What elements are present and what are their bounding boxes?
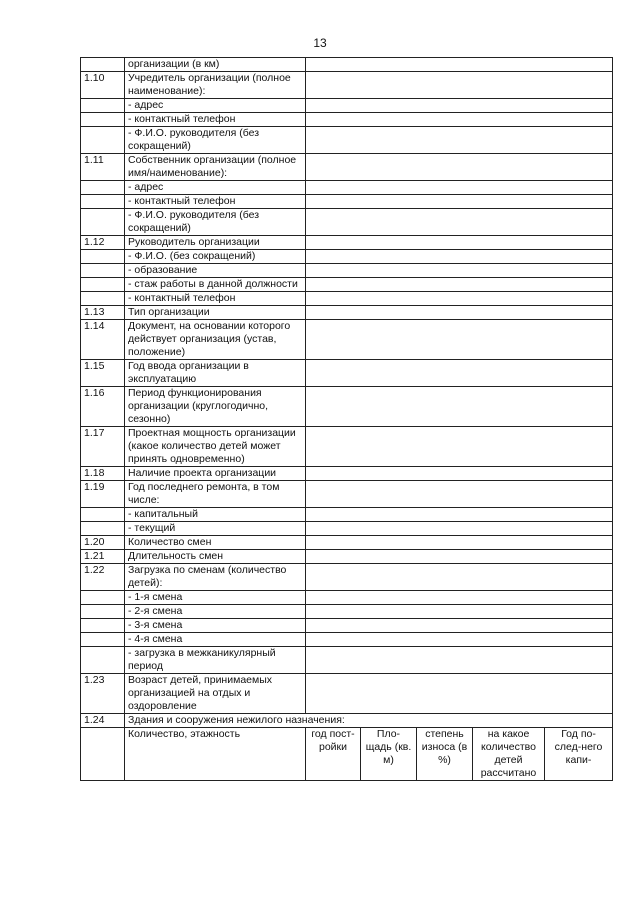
col-area: Пло-щадь (кв. м) [361, 728, 417, 781]
table-row [81, 195, 613, 209]
table-row [81, 467, 613, 481]
item-label: Год ввода организации в эксплуатацию [125, 360, 306, 387]
table-row [81, 278, 613, 292]
table-row [81, 99, 613, 113]
item-label: Тип организации [125, 306, 306, 320]
item-value-field[interactable] [306, 481, 613, 508]
page-number: 13 [313, 36, 327, 50]
item-label: Проектная мощность организации (какое количество детей может принять одновременно) [125, 427, 306, 467]
item-number [81, 99, 125, 113]
item-number [81, 728, 125, 781]
item-number: 1.23 [81, 674, 125, 714]
table-row [81, 633, 613, 647]
col-capacity: на какое количество детей рассчитано [473, 728, 545, 781]
item-label: - образование [125, 264, 306, 278]
item-value-field[interactable] [306, 550, 613, 564]
item-number [81, 591, 125, 605]
item-label: - контактный телефон [125, 195, 306, 209]
item-number [81, 619, 125, 633]
table-row [81, 564, 613, 591]
item-label: - стаж работы в данной должности [125, 278, 306, 292]
item-value-field[interactable] [306, 58, 613, 72]
questionnaire-table [80, 57, 613, 781]
table-row [81, 481, 613, 508]
item-label: Возраст детей, принимаемых организацией на отдых и оздоровление [125, 674, 306, 714]
col-year-built: год пост-ройки [306, 728, 361, 781]
table-row [81, 647, 613, 674]
item-value-field[interactable] [306, 278, 613, 292]
item-value-field[interactable] [306, 591, 613, 605]
item-value-field[interactable] [306, 154, 613, 181]
item-number: 1.10 [81, 72, 125, 99]
item-label: Наличие проекта организации [125, 467, 306, 481]
item-value-field[interactable] [306, 250, 613, 264]
item-number [81, 508, 125, 522]
item-label: - адрес [125, 99, 306, 113]
table-row [81, 58, 613, 72]
item-value-field[interactable] [306, 360, 613, 387]
item-label: - контактный телефон [125, 113, 306, 127]
item-value-field[interactable] [306, 195, 613, 209]
item-label: - Ф.И.О. руководителя (без сокращений) [125, 209, 306, 236]
item-number: 1.21 [81, 550, 125, 564]
table-row [81, 236, 613, 250]
item-number [81, 605, 125, 619]
item-number: 1.22 [81, 564, 125, 591]
item-value-field[interactable] [306, 127, 613, 154]
table-row [81, 522, 613, 536]
item-number: 1.20 [81, 536, 125, 550]
item-value-field[interactable] [306, 113, 613, 127]
item-number [81, 647, 125, 674]
item-label: - 4-я смена [125, 633, 306, 647]
item-value-field[interactable] [306, 522, 613, 536]
item-value-field[interactable] [306, 633, 613, 647]
item-number: 1.12 [81, 236, 125, 250]
table-row [81, 360, 613, 387]
item-number: 1.15 [81, 360, 125, 387]
table-row [81, 250, 613, 264]
item-number [81, 209, 125, 236]
buildings-header-row [81, 728, 613, 781]
item-value-field[interactable] [306, 320, 613, 360]
item-label: Документ, на основании которого действует организация (устав, положение) [125, 320, 306, 360]
item-number: 1.18 [81, 467, 125, 481]
item-value-field[interactable] [306, 72, 613, 99]
item-label: - адрес [125, 181, 306, 195]
table-row [81, 508, 613, 522]
item-number [81, 181, 125, 195]
table-row [81, 591, 613, 605]
item-number [81, 278, 125, 292]
item-value-field[interactable] [306, 209, 613, 236]
item-label: Количество смен [125, 536, 306, 550]
item-value-field[interactable] [306, 292, 613, 306]
item-number [81, 195, 125, 209]
table-row [81, 292, 613, 306]
item-label: Год последнего ремонта, в том числе: [125, 481, 306, 508]
item-label: Руководитель организации [125, 236, 306, 250]
item-number: 1.13 [81, 306, 125, 320]
table-row [81, 306, 613, 320]
item-value-field[interactable] [306, 181, 613, 195]
item-value-field[interactable] [306, 467, 613, 481]
item-label: Собственник организации (полное имя/наименование): [125, 154, 306, 181]
table-row [81, 674, 613, 714]
item-label: - 2-я смена [125, 605, 306, 619]
item-value-field[interactable] [306, 306, 613, 320]
item-label: Загрузка по сменам (количество детей): [125, 564, 306, 591]
item-label: - загрузка в межканикулярный период [125, 647, 306, 674]
item-value-field[interactable] [306, 619, 613, 633]
item-number: 1.19 [81, 481, 125, 508]
table-row [81, 264, 613, 278]
item-number: 1.24 [81, 714, 125, 728]
item-number: 1.16 [81, 387, 125, 427]
item-value-field[interactable] [306, 236, 613, 250]
item-value-field[interactable] [306, 427, 613, 467]
item-number [81, 264, 125, 278]
item-number [81, 522, 125, 536]
table-row [81, 550, 613, 564]
item-value-field[interactable] [306, 605, 613, 619]
item-value-field[interactable] [306, 674, 613, 714]
table-row [81, 320, 613, 360]
item-value-field[interactable] [306, 536, 613, 550]
buildings-first-col: Количество, этажность [125, 728, 306, 781]
item-label: - капитальный [125, 508, 306, 522]
item-label: - Ф.И.О. (без сокращений) [125, 250, 306, 264]
item-label: организации (в км) [125, 58, 306, 72]
item-label: Период функционирования организации (круглогодично, сезонно) [125, 387, 306, 427]
item-number [81, 127, 125, 154]
item-number: 1.14 [81, 320, 125, 360]
item-number [81, 113, 125, 127]
col-last-repair: Год по-след-него капи- [545, 728, 613, 781]
table-row [81, 113, 613, 127]
table-row [81, 127, 613, 154]
item-value-field[interactable] [306, 508, 613, 522]
table-row [81, 181, 613, 195]
table-row [81, 619, 613, 633]
item-label: - Ф.И.О. руководителя (без сокращений) [125, 127, 306, 154]
table-row [81, 72, 613, 99]
table-row [81, 154, 613, 181]
item-value-field[interactable] [306, 264, 613, 278]
item-value-field[interactable] [306, 99, 613, 113]
col-wear: степень износа (в %) [417, 728, 473, 781]
item-label: - контактный телефон [125, 292, 306, 306]
item-number [81, 250, 125, 264]
item-number [81, 633, 125, 647]
item-number: 1.11 [81, 154, 125, 181]
item-label: Здания и сооружения нежилого назначения: [125, 714, 613, 728]
item-label: Учредитель организации (полное наименование): [125, 72, 306, 99]
table-row [81, 605, 613, 619]
item-label: - 1-я смена [125, 591, 306, 605]
table-row [81, 536, 613, 550]
table-row [81, 209, 613, 236]
item-value-field[interactable] [306, 564, 613, 591]
item-value-field[interactable] [306, 647, 613, 674]
item-label: - текущий [125, 522, 306, 536]
item-label: Длительность смен [125, 550, 306, 564]
item-number [81, 58, 125, 72]
item-number [81, 292, 125, 306]
item-label: - 3-я смена [125, 619, 306, 633]
item-value-field[interactable] [306, 387, 613, 427]
table-row [81, 427, 613, 467]
item-number: 1.17 [81, 427, 125, 467]
table-row [81, 714, 613, 728]
table-row [81, 387, 613, 427]
